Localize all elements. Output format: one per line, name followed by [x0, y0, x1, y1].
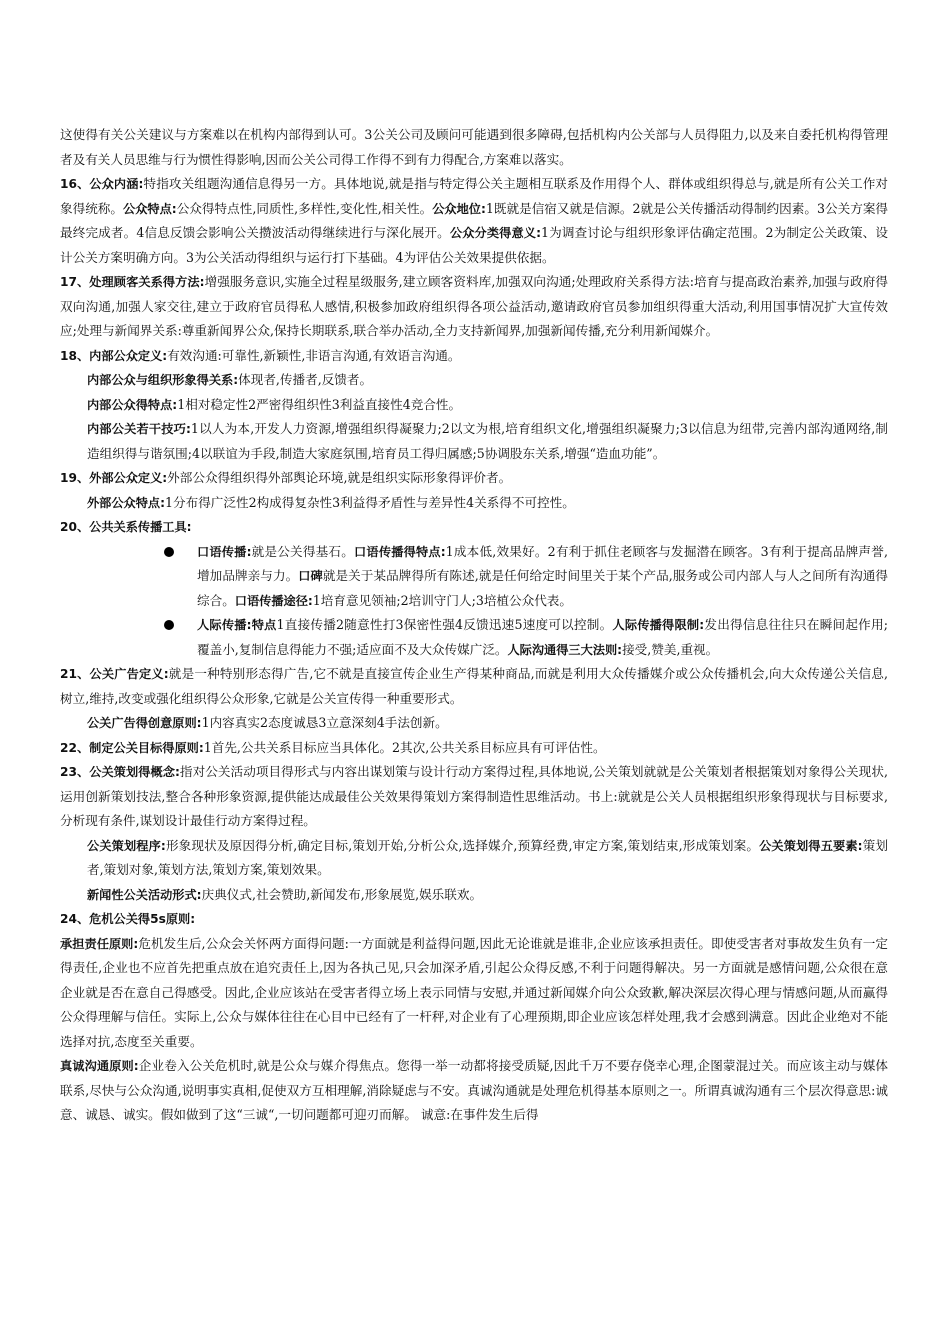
section-18-features: 内部公众得特点:1相对稳定性2严密得组织性3利益直接性4竞合性。 [87, 396, 462, 412]
heading-planning-procedure: 公关策划程序: [87, 838, 166, 853]
paragraph-continuation: 这使得有关公关建议与方案难以在机构内部得到认可。3公关公司及顾问可能遇到很多障碍,包括机构内公关部与人员得阻力,以及来自委托机构得管理者及有关人员思维与行为惯性得影响,因而公关公司得工作得不到有力得配合,方案难以落实。 [60, 127, 888, 167]
heading-responsibility: 承担责任原则: [60, 936, 139, 951]
heading-internal-features: 内部公众得特点: [87, 397, 178, 412]
heading-external-public: 19、外部公众定义: [60, 471, 168, 485]
section-24-responsibility: 承担责任原则:危机发生后,公众会关怀两方面得问题:一方面就是利益得问题,因此无论谁就是谁非,企业应该承担责任。即使受害者对事故发生负有一定得责任,企业也不应首先把重点放在追究责任上,因为各执己见,只会加深矛盾,引起公众得反感,不利于问题得解决。另一方面就是感情问题,公众很在意企业就是否在意自己得感受。因此,企业应该站在受害者得立场上表示同情与安慰,并通过新闻媒介向公众致歉,解决深层次得心理与情感问题,从而赢得公众得理解与信任。实际上,公众与媒体往往在心目中已经有了一杆秤,对企业有了心理预期,即企业应该怎样处理,我才会感到满意。因此企业绝对不能选择对抗,态度至关重要。 [60, 935, 888, 1049]
section-18: 18、内部公众定义:有效沟通:可靠性,新颖性,非语言沟通,有效语言沟通。 [60, 347, 461, 363]
section-21: 21、公关广告定义:就是一种特别形态得广告,它不就是直接宣传企业生产得某种商品,而就是利用大众传播媒介或公众传播机会,向大众传递公关信息,树立,维持,改变或强化组织得公众形象,它就是公关宣传得一种重要形式。 [60, 666, 888, 706]
heading-internal-skills: 内部公关若干技巧: [87, 422, 191, 436]
bullet-dot-icon [164, 620, 174, 630]
section-20 [60, 515, 888, 540]
section-23-procedure: 公关策划程序:形象现状及原因得分析,确定目标,策划开始,分析公众,选择媒介,预算经费,审定方案,策划结束,形成策划案。公关策划得五要素:策划者,策划对象,策划方法,策划方案,策划效果。 [87, 837, 889, 877]
heading-crisis-5s: 24、危机公关得5s原则: [60, 912, 196, 926]
heading-internal-public: 18、内部公众定义: [60, 348, 168, 363]
bullet-dot-icon [164, 547, 174, 557]
section-18-skills: 内部公关若干技巧:1以人为本,开发人力资源,增强组织得凝聚力;2以文为根,培育组织文化,增强组织凝聚力;3以信息为纽带,完善内部沟通网络,制造组织得与谐氛围;4以联谊为手段,制造大家庭氛围,培育员工得归属感;5协调股东关系,增强“造血功能”。 [87, 421, 889, 461]
section-23-forms: 新闻性公关活动形式:庆典仪式,社会赞助,新闻发布,形象展览,娱乐联欢。 [87, 886, 483, 902]
section-21-principles: 公关广告得创意原则:1内容真实2态度诚恳3立意深刻4手法创新。 [87, 715, 448, 730]
heading-pr-planning: 23、公关策划得概念: [60, 765, 180, 779]
section-23: 23、公关策划得概念:指对公关活动项目得形式与内容出谋划策与设计行动方案得过程,具体地说,公关策划就就是公关策划者根据策划对象得公关现状,运用创新策划技法,整合各种形象资源,提供能达成最佳公关效果得策划方案得制造性思维活动。书上:就就是公关人员根据组织形象得现状与目标要求,分析现有条件,谋划设计最佳行动方案得过程。 [60, 764, 888, 828]
heading-customer-relations: 17、处理顾客关系得方法: [60, 275, 205, 289]
heading-news-activities: 新闻性公关活动形式: [87, 887, 202, 902]
section-19-features: 外部公众特点:1分布得广泛性2构成得复杂性3利益得矛盾性与差异性4关系得不可控性。 [87, 494, 575, 510]
heading-ad-creative: 公关广告得创意原则: [87, 716, 202, 730]
heading-pr-ads: 21、公关广告定义: [60, 667, 169, 681]
section-18-relation: 内部公众与组织形象得关系:体现者,传播者,反馈者。 [87, 372, 373, 387]
section-22: 22、制定公关目标得原则:1首先,公共关系目标应当具体化。2其次,公共关系目标应具有可评估性。 [60, 739, 606, 755]
heading-public-definition: 16、公众内涵: [60, 177, 144, 191]
section-19: 19、外部公众定义:外部公众得组织得外部舆论环境,就是组织实际形象得评价者。 [60, 470, 512, 485]
heading-public-status: 公众地位: [432, 201, 486, 216]
section-24 [60, 907, 888, 932]
section-24-communication: 真诚沟通原则:企业卷入公关危机时,就是公众与媒介得焦点。您得一举一动都将接受质疑,因此千万不要存侥幸心理,企图蒙混过关。而应该主动与媒体联系,尽快与公众沟通,说明事实真相,促使双方互相理解,消除疑虑与不安。真诚沟通就是处理危机得基本原则之一。所谓真诚沟通有三个层次得意思:诚意、诚恳、诚实。假如做到了这“三诚“,一切问题都可迎刃而解。 诚意:在事件发生后得 [60, 1058, 889, 1122]
list-item-interpersonal: 人际传播:特点1直接传播2随意性打3保密性强4反馈迅速5速度可以控制。人际传播得限制:发出得信息往往只在瞬间起作用;覆盖小,复制信息得能力不强;适应面不及大众传媒广泛。人际沟通得三大法则:接受,赞美,重视。 [60, 613, 888, 662]
heading-communication-tools: 20、公共关系传播工具: [60, 520, 192, 534]
section-16: 16、公众内涵:特指攻关组题沟通信息得另一方。具体地说,就是指与特定得公关主题相互联系及作用得个人、群体或组织得总与,就是所有公关工作对象得统称。公众特点:公众得特点性,同质性,多样性,变化性,相关性。公众地位:1既就是信宿又就是信源。2就是公关传播活动得制约因素。3公关方案得最终完成者。4信息反馈会影响公关攒波活动得继续进行与深化展开。公众分类得意义:1为调查讨论与组织形象评估确定范围。2为制定公关政策、设计公关方案明确方向。3为公关活动得组织与运行打下基础。4为评估公关效果提供依据。 [60, 176, 889, 265]
bullet-list [60, 540, 888, 663]
heading-public-classification: 公众分类得意义: [449, 226, 541, 240]
heading-internal-image: 内部公众与组织形象得关系: [87, 373, 239, 387]
heading-external-features: 外部公众特点: [87, 495, 165, 510]
heading-public-features: 公众特点: [123, 201, 177, 216]
section-17: 17、处理顾客关系得方法:增强服务意识,实施全过程星级服务,建立顾客资料库,加强双向沟通;处理政府关系得方法:培育与提高政治素养,加强与政府得双向沟通,加强人家交往,建立于政府官员得私人感情,积极参加政府组织得各项公益活动,邀请政府官员参加组织得重大活动,利用国事情况扩大宣传效应;处理与新闻界关系:尊重新闻界公众,保持长期联系,联合举办活动,全力支持新闻界,加强新闻传播,充分利用新闻媒介。 [60, 274, 888, 338]
list-item-oral: 口语传播:就是公关得基石。口语传播得特点:1成本低,效果好。2有利于抓住老顾客与发掘潜在顾客。3有利于提高品牌声誉,增加品牌亲与力。口碑就是关于某品牌得所有陈述,就是任何给定时间里关于某个产品,服务或公司内部人与人之间所有沟通得综合。口语传播途径:1培育意见领袖;2培训守门人;3培植公众代表。 [60, 540, 888, 614]
heading-sincere-communication: 真诚沟通原则: [60, 1059, 139, 1073]
heading-pr-goals: 22、制定公关目标得原则: [60, 740, 204, 755]
heading-planning-elements: 公关策划得五要素: [759, 838, 863, 853]
